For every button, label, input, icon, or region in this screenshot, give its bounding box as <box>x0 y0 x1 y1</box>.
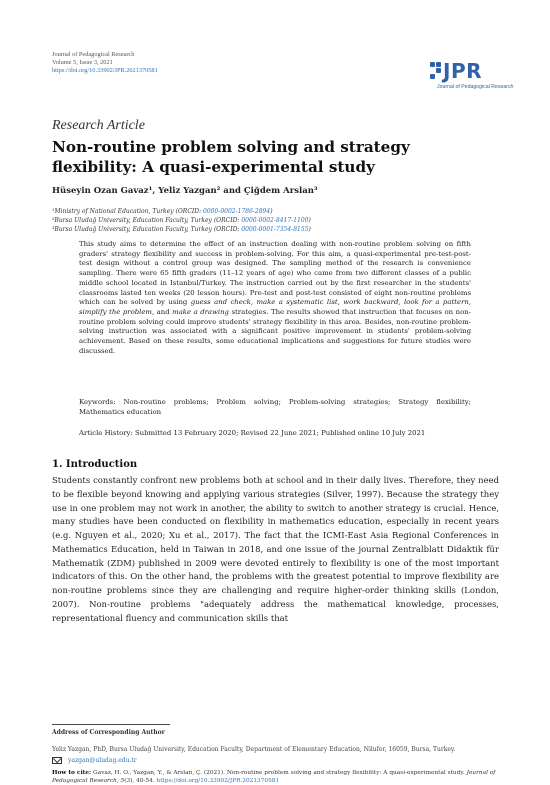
journal-name: Journal of Pedagogical Research <box>52 51 135 58</box>
footnote-divider <box>52 724 170 725</box>
corresponding-author: Yeliz Yazgan, PhD, Bursa Uludağ University, Education Faculty, Department of Elementary Education, Nilufer, 16059, Bursa, Turkey. <box>52 746 456 753</box>
mail-icon <box>52 757 62 764</box>
how-to-cite: How to cite: Gavaz, H. O., Yazgan, Y., & Arslan, Ç. (2021). Non-routine problem solving and strategy flexibility: A quasi-experimental study. Journal of Pedagogical Research, 5(3), 40-54. https://doi.org/10.33902/JPR.2021370581 <box>52 770 496 784</box>
orcid-link[interactable]: 0000-0002-8417-1100 <box>241 217 309 224</box>
introduction-body: Students constantly confront new problems both at school and in their daily lives. Therefore, they need to be flexible beyond knowing and applying various strategies (Silver, 1997). Because the strategy they use in one problem may not work in another, the ability to switch to another strategy is crucial. Hence, many studies have been conducted on flexibility in mathematics education, especially in recent years (e.g. Nguyen et al., 2020; Xu et al., 2017). The fact that the ICMI-East Asia Regional Conferences in Mathematics Education, held in Taiwan in 2018, and one issue of the journal Zentralblatt Didaktik für Mathematik (ZDM) published in 2009 were devoted entirely to flexibility is one of the most important indicators of this. On the other hand, the problems with the greatest potential to improve flexibility are non-routine problems since they are challenging and require higher-order thinking skills (London, 2007). Non-routine problems "adequately address the mathematical knowledge, processes, representational fluency and communication skills that <box>52 475 499 623</box>
title-line-2: flexibility: A quasi-experimental study <box>52 158 375 176</box>
section-heading: 1. Introduction <box>52 459 138 470</box>
title-line-1: Non-routine problem solving and strategy <box>52 138 410 156</box>
journal-header <box>52 51 158 76</box>
keywords: Keywords: Non-routine problems; Problem solving; Problem-solving strategies; Strategy flexibility; Mathematics education <box>79 398 471 416</box>
logo-mark-icon <box>430 60 443 80</box>
article-history: Article History: Submitted 13 February 2020; Revised 22 June 2021; Published online 10 July 2021 <box>79 429 426 437</box>
email-link[interactable]: yazgan@uludag.edu.tr <box>68 757 137 764</box>
footnote-title: Address of Corresponding Author <box>52 729 165 736</box>
affiliation-2: ²Bursa Uludağ University, Education Faculty, Turkey (ORCID: 0000-0002-8417-1100) <box>52 217 311 224</box>
article-title <box>52 137 472 177</box>
strategy-list: guess and check, make a systematic list, work backward, look for a pattern, simplify the problem, <box>79 298 471 316</box>
abstract: This study aims to determine the effect of an instruction dealing with non-routine problem solving on fifth graders' strategy flexibility and success in problem-solving. For this aim, a quasi-experimental pre-test-post-test design without a control group was designed. The sampling method of the research is convenience sampling. There were 65 fifth graders (11–12 years of age) who came from two different classes of a public middle school located in Istanbul/Turkey. The instruction carried out by the first researcher in the students' classrooms lasted ten weeks (20 lesson hours). Pre-test and post-test consisted of eight non-routine problems which can be solved by using guess and check, make a systematic list, work backward, look for a pattern, simplify the problem, and make a drawing strategies. The results showed that instruction that focuses on non-routine problem solving could improve students' strategy flexibility in this area. Besides, non-routine problem-solving instruction was associated with a significant positive improvement in students' problem-solving achievement. Based on these results, some educational implications and suggestions for future studies were discussed. <box>79 240 471 355</box>
orcid-link[interactable]: 0000-0001-7354-8155 <box>241 226 309 233</box>
journal-doi-link[interactable]: https://doi.org/10.33902/JPR.2021370581 <box>52 67 158 75</box>
affiliation-3: ³Bursa Uludağ University, Education Faculty, Turkey (ORCID: 0000-0001-7354-8155) <box>52 226 311 233</box>
logo-word: JPR <box>443 59 482 83</box>
cite-doi-link[interactable]: https://doi.org/10.33902/JPR.2021370581 <box>156 778 280 784</box>
drawing-strategy: make a drawing <box>172 307 229 316</box>
author-list: Hüseyin Ozan Gavaz¹, Yeliz Yazgan² and Çiğdem Arslan³ <box>52 186 318 196</box>
article-type: Research Article <box>52 118 145 133</box>
orcid-link[interactable]: 0000-0002-1786-2894 <box>203 208 271 215</box>
logo-subtitle: Journal of Pedagogical Research <box>437 84 514 90</box>
affiliations <box>52 207 311 234</box>
email-row <box>52 757 137 764</box>
affiliation-1: ¹Ministry of National Education, Turkey (ORCID: 0000-0002-1786-2894) <box>52 208 273 215</box>
journal-volume: Volume 5, Issue 3, 2021 <box>52 59 113 67</box>
jpr-logo <box>430 59 514 96</box>
